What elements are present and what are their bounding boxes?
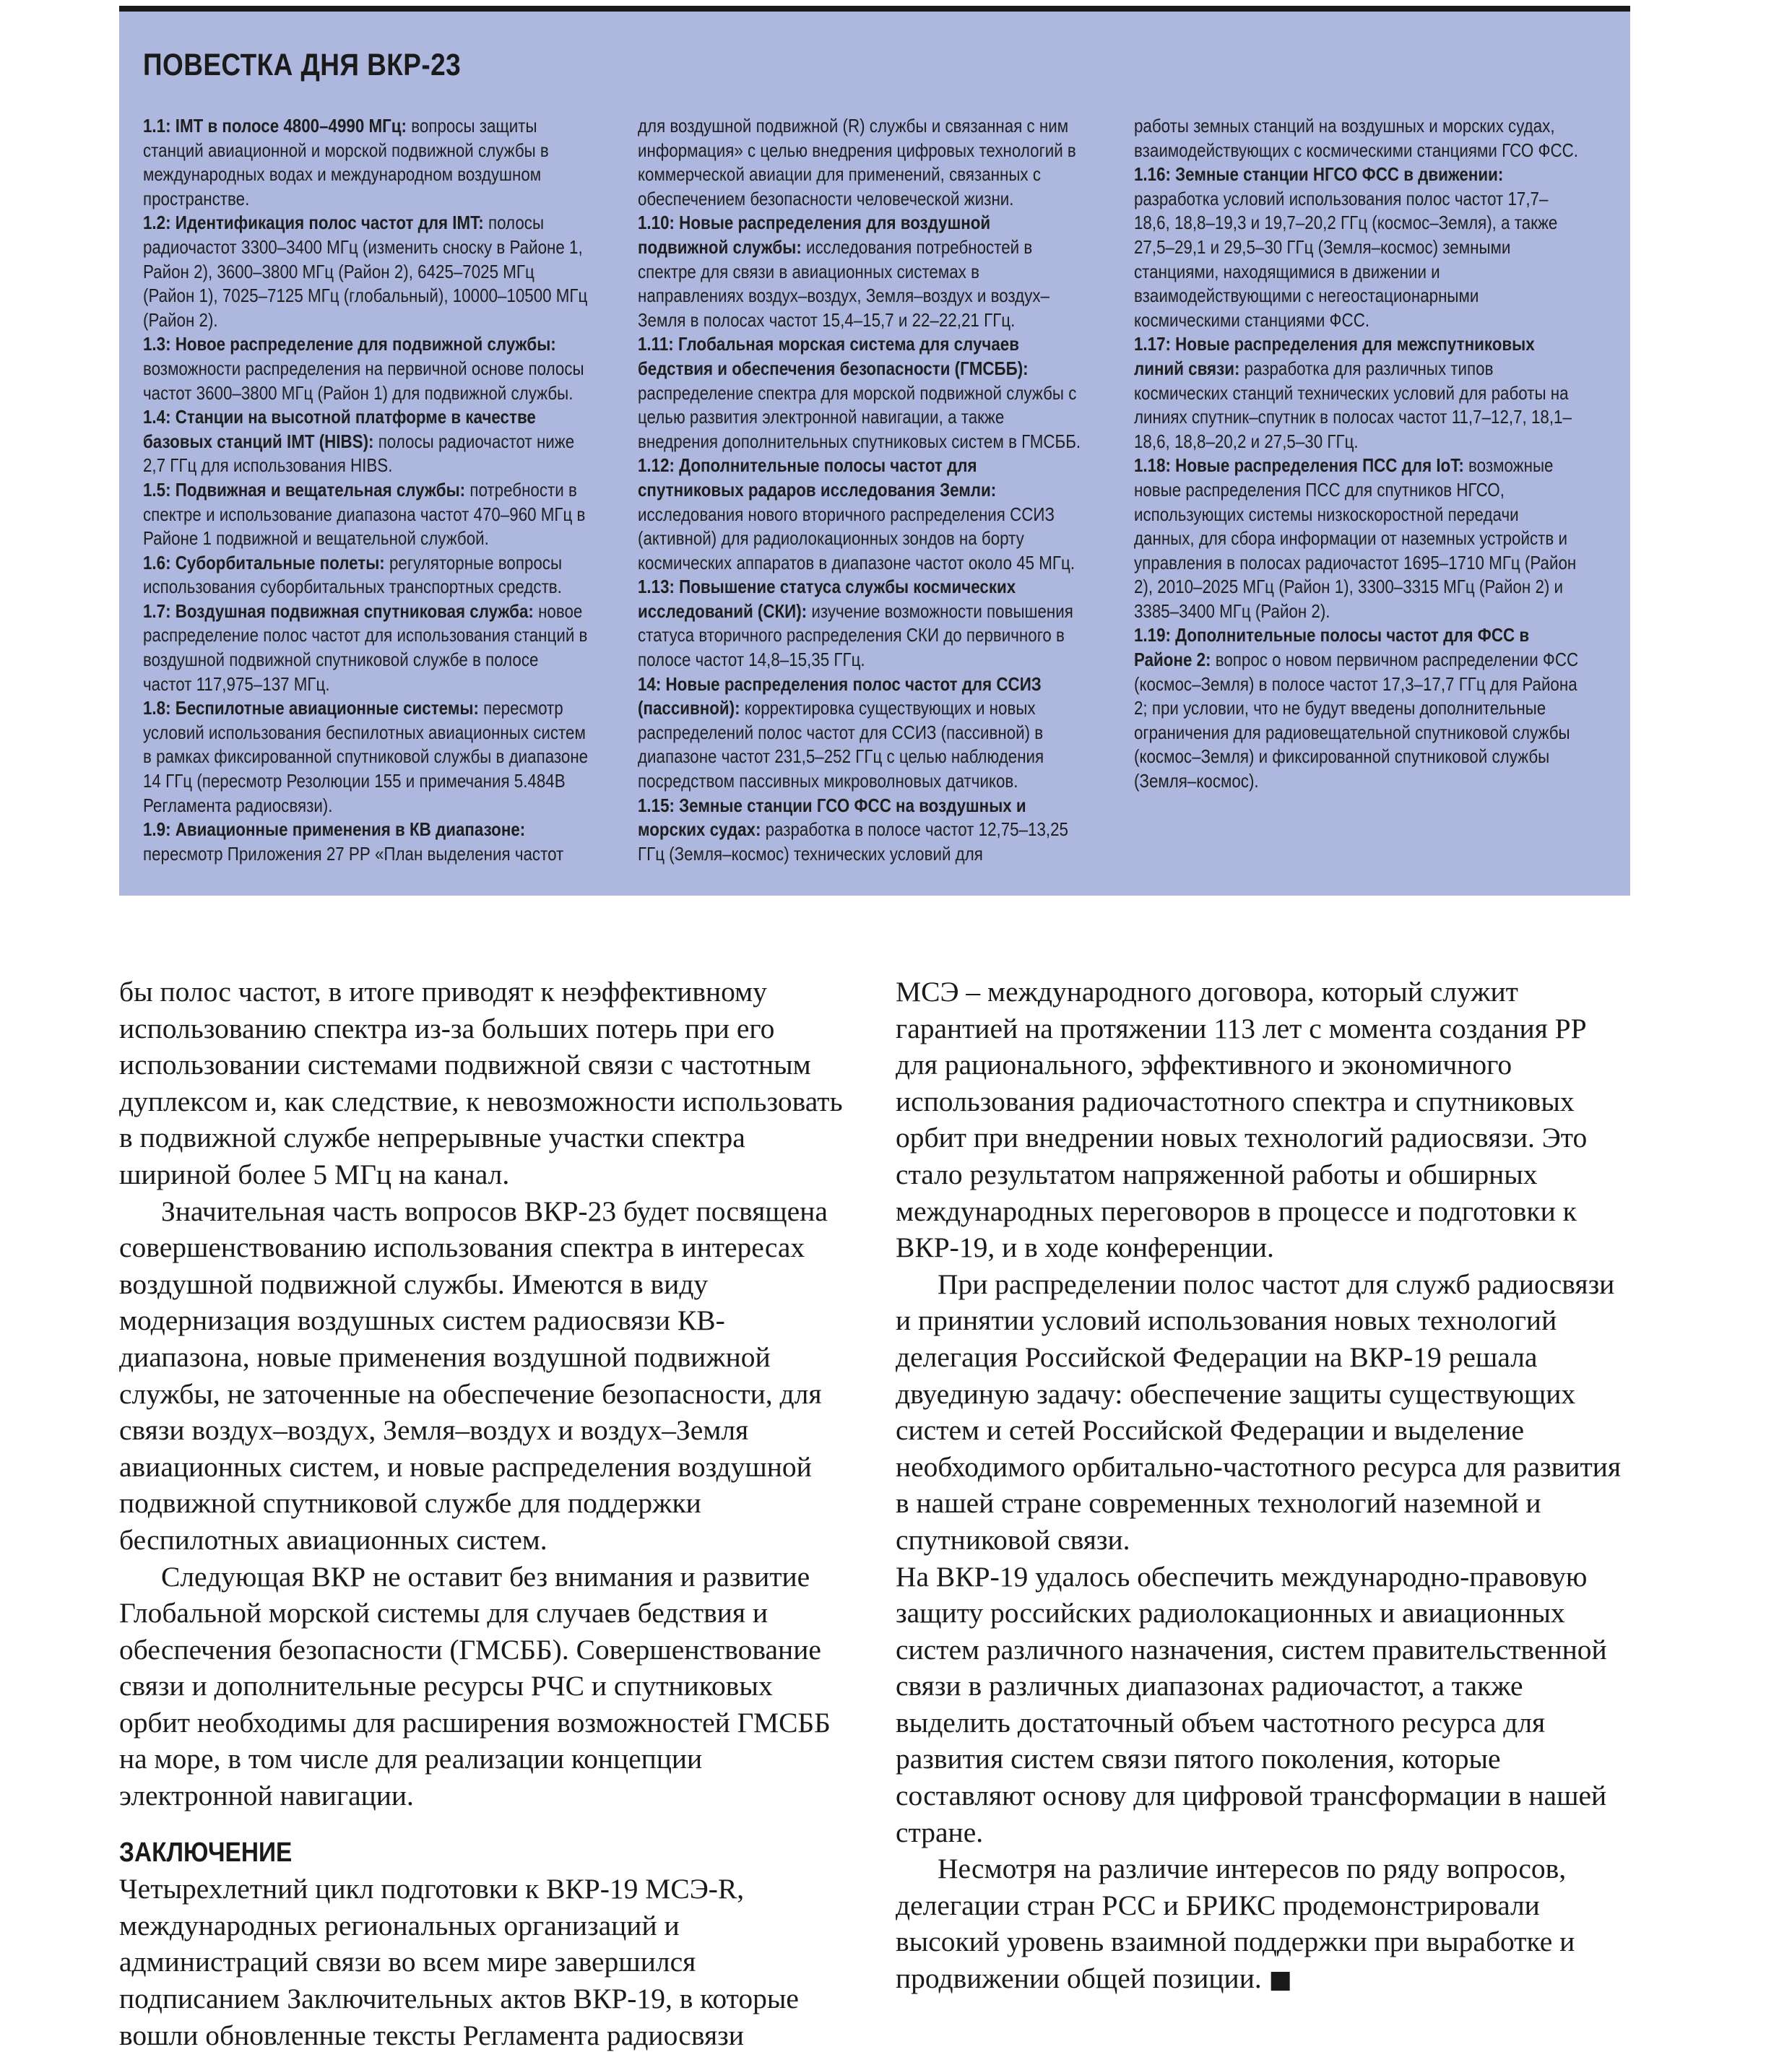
agenda-item-heading: 1.2: Идентификация полос частот для IMT: <box>143 212 484 234</box>
agenda-item-text: для воздушной подвижной (R) службы и связанная с ним информация» с целью внедрения цифровых технологий в коммерческой авиации для применений, связанных с обеспечением безопасности человеческой жизни. <box>638 115 1076 209</box>
agenda-item-text: разработка для различных типов космических станций технических условий для работы на линиях спутник–спутник в полосах частот 11,7–12,7, 18,1–18,6, 18,8–20,2 и 27,5–30 ГГц. <box>1134 357 1572 452</box>
article-paragraph <box>896 1850 1622 1998</box>
agenda-item-heading: 1.8: Беспилотные авиационные системы: <box>143 697 479 719</box>
agenda-item-text: исследования нового вторичного распределения ССИЗ (активной) для радиолокационных зондов на борту космических аппаратов в диапазоне частот около 45 МГц. <box>638 503 1075 573</box>
article-column-right <box>896 974 1622 1999</box>
end-of-article-mark: ■ <box>1268 1965 1292 1995</box>
article-column-left <box>119 974 845 2053</box>
agenda-item-text: исследования потребностей в спектре для связи в авиационных системах в направлениях воздух–воздух, Земля–воздух и воздух–Земля в полосах частот 15,4–15,7 и 22–22,21 ГГц. <box>638 235 1049 331</box>
agenda-item <box>638 332 1085 454</box>
agenda-item-heading: 1.5: Подвижная и вещательная службы: <box>143 478 466 501</box>
agenda-item <box>638 575 1085 672</box>
agenda-item <box>143 818 590 866</box>
agenda-item-heading: 1.12: Дополнительные полосы частот для спутниковых радаров исследования Земли: <box>638 454 997 501</box>
agenda-item-text: новое распределение полос частот для использования станций в воздушной подвижной спутниковой службе в полосе частот 117,975–137 МГц. <box>143 599 588 695</box>
agenda-item-heading: 1.10: Новые распределения для воздушной подвижной службы: <box>638 212 991 258</box>
agenda-item-text: потребности в спектре и использование диапазона частот 470–960 МГц в Районе 1 подвижной и вещательной службой. <box>143 478 586 550</box>
agenda-item-text: распределение спектра для морской подвижной службы с целью развития электронной навигации, а также внедрения дополнительных спутниковых систем в ГМСББ. <box>638 381 1081 452</box>
agenda-item <box>1134 163 1581 332</box>
agenda-item <box>638 211 1085 332</box>
agenda-item <box>143 696 590 818</box>
agenda-item-heading: 1.15: Земные станции ГСО ФСС на воздушных и морских судах: <box>638 794 1026 841</box>
article-paragraph: На ВКР-19 удалось обеспечить международно-правовую защиту российских радиолокационных и авиационных систем различного назначения, систем правительственной связи в различных диапазонах радиочастот, а также выделить достаточный объем частотного ресурса для развития систем связи пятого поколения, которые составляют основу для цифровой трансформации в нашей стране. <box>896 1560 1607 1848</box>
agenda-column-1 <box>143 114 591 866</box>
agenda-item-text: разработка в полосе частот 12,75–13,25 ГГц (Земля–космос) технических условий для <box>638 818 1068 865</box>
agenda-item-text: корректировка существующих и новых распределений полос частот для ССИЗ (пассивной) в диапазоне частот 231,5–252 ГГц с целью наблюдения посредством пассивных микроволновых датчиков. <box>638 697 1044 792</box>
agenda-item-text: возможности распределения на первичной основе полосы частот 3600–3800 МГц (Район 1) для подвижной службы. <box>143 357 584 404</box>
agenda-item <box>143 405 590 478</box>
agenda-title: ПОВЕСТКА ДНЯ ВКР-23 <box>143 48 462 82</box>
agenda-item-heading: 1.11: Глобальная морская система для случаев бедствия и обеспечения безопасности (ГМСББ): <box>638 333 1029 379</box>
agenda-item <box>143 114 590 211</box>
agenda-item <box>1134 623 1581 793</box>
agenda-item-heading: 1.3: Новое распределение для подвижной службы: <box>143 333 556 355</box>
agenda-sidebar <box>119 6 1630 896</box>
agenda-item <box>638 114 1085 211</box>
agenda-item-text: изучение возможности повышения статуса вторичного распределения СКИ до первичного в полосе частот 14,8–15,35 ГГц. <box>638 599 1073 671</box>
agenda-item-text: полосы радиочастот ниже 2,7 ГГц для использования HIBS. <box>143 430 575 477</box>
agenda-item-text: вопрос о новом первичном распределении ФСС (космос–Земля) в полосе частот 17,3–17,7 ГГц для Района 2; при условии, что не будут введены дополнительные ограничения для радиовещательной спутниковой службы (космос–Земля) и фиксированной спутниковой службы (Земля–космос). <box>1134 649 1579 792</box>
agenda-item <box>143 211 590 332</box>
agenda-item-text: разработка условий использования полос частот 17,7–18,6, 18,8–19,3 и 19,7–20,2 ГГц (космос–Земля), а также 27,5–29,1 и 29,5–30 ГГц (Земля–космос) земными станциями, находящимися в движении и взаимодействующими с негеостационарными космическими станциями ФСС. <box>1134 187 1558 331</box>
article-paragraph: При распределении полос частот для служб радиосвязи и принятии условий использования новых технологий делегация Российской Федерации на ВКР-19 решала двуединую задачу: обеспечение защиты существующих систем и сетей Российской Федерации и выделение необходимого орбитально-частотного ресурса для развития в нашей стране современных технологий наземной и спутниковой связи. <box>896 1268 1622 1556</box>
agenda-item-heading: 1.9: Авиационные применения в КВ диапазоне: <box>143 818 526 841</box>
agenda-item-text: возможные новые распределения ПСС для спутников НГСО, использующих системы низкоскоростной передачи данных, для сбора информации от наземных устройств и управления в полосах радиочастот 1695–1710 МГц (Район 2), 2010–2025 МГц (Район 1), 3300–3315 МГц (Район 2) и 3385–3400 МГц (Район 2). <box>1134 454 1577 622</box>
agenda-item <box>638 454 1085 575</box>
agenda-item-text: пересмотр Приложения 27 РР «План выделения частот <box>143 842 564 865</box>
agenda-item-heading: 1.4: Станции на высотной платформе в качестве базовых станций IMT (HIBS): <box>143 406 536 452</box>
agenda-item-text: полосы радиочастот 3300–3400 МГц (изменить сноску в Районе 1, Район 2), 3600–3800 МГц (Район 2), 6425–7025 МГц (Район 1), 7025–7125 МГц (глобальный), 10000–10500 МГц (Район 2). <box>143 212 588 331</box>
article-paragraph: МСЭ – международного договора, который служит гарантией на протяжении 113 лет с момента создания РР для рационального, эффективного и экономичного использования радиочастотного спектра и спутниковых орбит при внедрении новых технологий радиосвязи. Это стало результатом напряженной работы и обширных международных переговоров в процессе и подготовки к ВКР-19, и в ходе конференции. <box>896 976 1588 1264</box>
agenda-item-heading: 1.18: Новые распределения ПСС для IoT: <box>1134 454 1464 477</box>
agenda-item-heading: 1.7: Воздушная подвижная спутниковая служба: <box>143 599 534 622</box>
agenda-column-3 <box>1134 114 1582 794</box>
agenda-item-heading: 1.1: IMT в полосе 4800–4990 МГц: <box>143 115 407 137</box>
agenda-item <box>143 551 590 599</box>
agenda-item-text: регуляторные вопросы использования суборбитальных транспортных средств. <box>143 551 563 598</box>
agenda-item <box>638 794 1085 867</box>
agenda-item-heading: 1.16: Земные станции НГСО ФСС в движении: <box>1134 163 1504 186</box>
agenda-item <box>1134 454 1581 623</box>
article-paragraph: Следующая ВКР не оставит без внимания и развитие Глобальной морской системы для случаев бедствия и обеспечения безопасности (ГМСББ). Совершенствование связи и дополнительные ресурсы РЧС и спутниковых орбит необходимы для расширения возможностей ГМСББ на море, в том числе для реализации концепции электронной навигации. <box>119 1560 831 1812</box>
agenda-item-text: работы земных станций на воздушных и морских судах, взаимодействующих с космическими станциями ГСО ФСС. <box>1134 115 1578 161</box>
agenda-item-heading: 1.13: Повышение статуса службы космических исследований (СКИ): <box>638 576 1016 622</box>
agenda-item <box>143 478 590 551</box>
agenda-item-heading: 1.19: Дополнительные полосы частот для ФСС в Районе 2: <box>1134 624 1530 671</box>
article-paragraph-text: Несмотря на различие интересов по ряду вопросов, делегации стран РСС и БРИКС продемонстрировали высокий уровень взаимной поддержки при выработке и продвижении общей позиции. <box>896 1853 1575 1995</box>
agenda-item <box>638 672 1085 794</box>
agenda-item-heading: 14: Новые распределения полос частот для ССИЗ (пассивной): <box>638 672 1042 719</box>
agenda-column-2 <box>638 114 1086 866</box>
agenda-item-text: пересмотр условий использования беспилотных авиационных систем в рамках фиксированной спутниковой службы в диапазоне 14 ГГц (пересмотр Резолюции 155 и примечания 5.484B Регламента радиосвязи). <box>143 697 589 816</box>
agenda-item <box>143 332 590 405</box>
conclusion-heading: ЗАКЛЮЧЕНИЕ <box>119 1837 293 1868</box>
agenda-item <box>1134 114 1581 163</box>
agenda-item <box>143 599 590 696</box>
article-paragraph: Четырехлетний цикл подготовки к ВКР-19 МСЭ-R, международных региональных организаций и администраций связи во всем мире завершился подписанием Заключительных актов ВКР-19, в которые вошли обновленные тексты Регламента радиосвязи <box>119 1873 799 2051</box>
agenda-item <box>1134 332 1581 454</box>
article-paragraph: Значительная часть вопросов ВКР-23 будет посвящена совершенствованию использования спектра в интересах воздушной подвижной службы. Имеются в виду модернизация воздушных систем радиосвязи КВ-диапазона, новые применения воздушной подвижной службы, не заточенные на обеспечение безопасности, для связи воздух–воздух, Земля–воздух и воздух–Земля авиационных систем, и новые распределения воздушной подвижной спутниковой службе для поддержки беспилотных авиационных систем. <box>119 1195 828 1556</box>
agenda-item-text: вопросы защиты станций авиационной и морской подвижной службы в международных водах и международном воздушном пространстве. <box>143 115 549 209</box>
article-paragraph: бы полос частот, в итоге приводят к неэффективному использованию спектра из-за больших потерь при его использовании системами подвижной связи с частотным дуплексом и, как следствие, к невозможности использовать в подвижной службе непрерывные участки спектра шириной более 5 МГц на канал. <box>119 976 843 1190</box>
agenda-item-heading: 1.6: Суборбитальные полеты: <box>143 551 385 573</box>
agenda-item-heading: 1.17: Новые распределения для межспутниковых линий связи: <box>1134 333 1535 379</box>
